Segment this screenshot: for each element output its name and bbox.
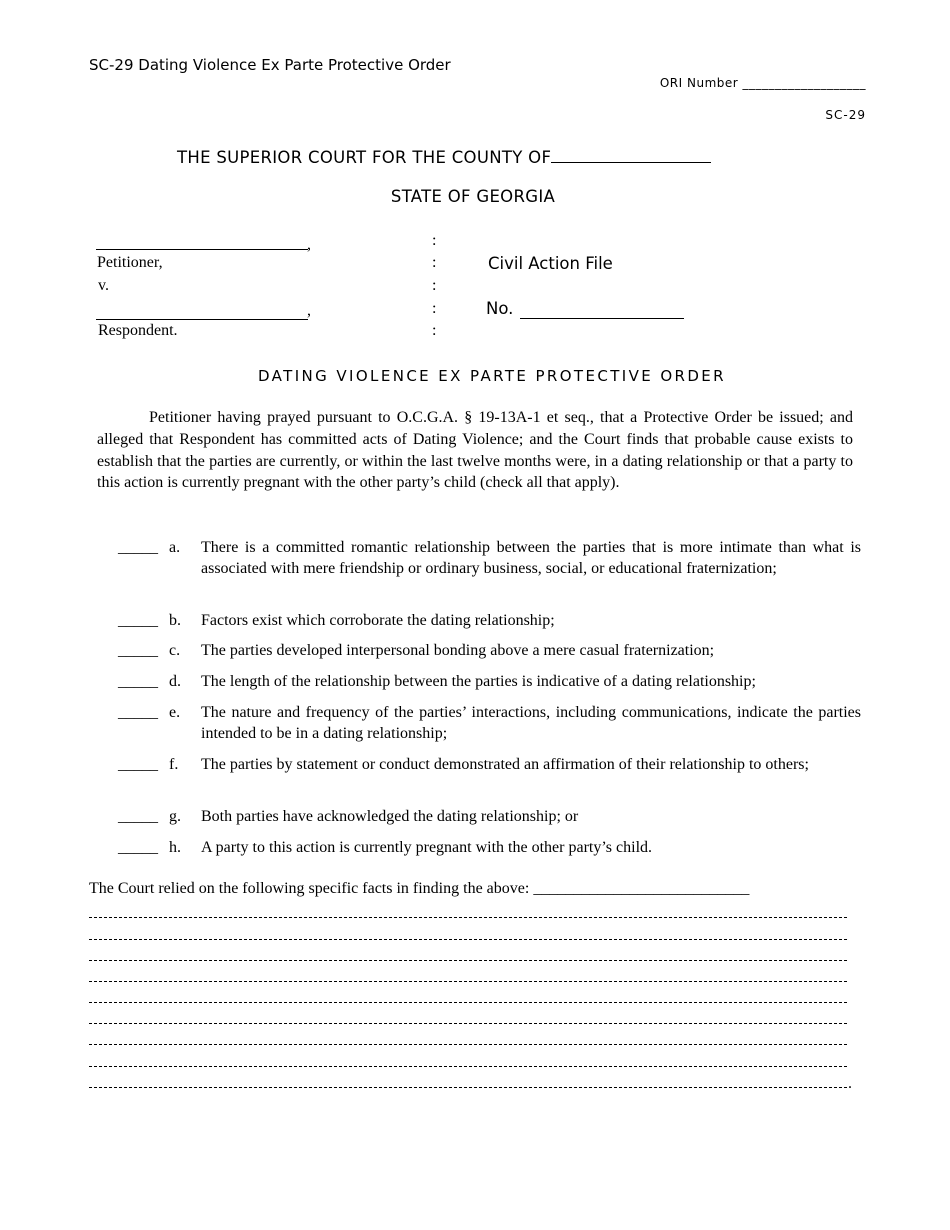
court-heading [177,146,711,167]
checklist-item-d [118,671,862,692]
item-text: The length of the relationship between the parties is indicative of a dating relationship; [201,673,756,690]
caption-colon: : [432,232,437,249]
form-code: SC-29 [825,108,866,122]
facts-line[interactable] [89,939,847,940]
checklist-item-a [118,537,862,600]
county-blank[interactable] [551,146,711,163]
check-blank[interactable]: _____ [118,673,158,690]
item-letter: c. [169,642,181,659]
item-letter: b. [169,612,181,629]
facts-line[interactable] [89,1087,847,1088]
checklist-item-e [118,702,862,744]
caption-colon: : [432,254,437,271]
respondent-name-blank[interactable] [96,302,308,320]
facts-line[interactable] [89,917,847,918]
facts-line[interactable] [89,1044,847,1045]
facts-end-period: . [848,1075,852,1092]
caption-colon: : [432,277,437,294]
order-title: DATING VIOLENCE EX PARTE PROTECTIVE ORDER [257,367,727,385]
item-letter: g. [169,808,181,825]
item-text: The nature and frequency of the parties’ interactions, including communications, indicate the parties intended to be in a dating relationship; [201,704,861,742]
court-heading-text: THE SUPERIOR COURT FOR THE COUNTY OF [177,148,552,167]
checklist-item-b [118,610,862,631]
facts-line[interactable] [89,1002,847,1003]
respondent-label: Respondent. [98,322,178,339]
versus-label: v. [98,277,109,294]
check-blank[interactable]: _____ [118,756,158,773]
petitioner-comma: , [307,236,311,253]
respondent-comma: , [307,302,311,319]
intro-paragraph: Petitioner having prayed pursuant to O.C.G.A. § 19-13A-1 et seq., that a Protective Order be issued; and alleged that Respondent has committed acts of Dating Violence; and the Court finds that probable cause exists to establish that the parties are currently, or within the last twelve months were, in a dating relationship or that a party to this action is currently pregnant with the other party’s child (check all that apply). [97,409,853,492]
item-text: The parties developed interpersonal bonding above a mere casual fraternization; [201,642,715,659]
petitioner-name-blank[interactable] [96,232,308,250]
checklist-item-c [118,640,862,661]
check-blank[interactable]: _____ [118,612,158,629]
facts-line[interactable] [89,960,847,961]
item-text: The parties by statement or conduct demonstrated an affirmation of their relationship to others; [201,756,809,773]
item-letter: d. [169,673,181,690]
facts-line[interactable] [89,1023,847,1024]
caption-colon: : [432,322,437,339]
state-heading: STATE OF GEORGIA [390,187,556,206]
caption-colon: : [432,300,437,317]
check-blank[interactable]: _____ [118,704,158,721]
item-text: Both parties have acknowledged the dating relationship; or [201,808,579,825]
item-letter: a. [169,539,181,556]
facts-line[interactable] [89,981,847,982]
item-text: There is a committed romantic relationship between the parties that is more intimate than what is associated with mere friendship or ordinary business, social, or educational fraternization; [201,539,861,577]
ori-number-field[interactable]: ORI Number ___________________ [659,76,866,90]
check-blank[interactable]: _____ [118,808,158,825]
file-number-blank[interactable] [520,300,684,319]
item-text: A party to this action is currently pregnant with the other party’s child. [201,839,653,856]
facts-lead-text: The Court relied on the following specific facts in finding the above: ___________________________ [89,880,750,897]
checklist-item-g [118,806,862,827]
item-letter: h. [169,839,181,856]
file-number-label: No. [486,299,514,318]
petitioner-label: Petitioner, [97,254,163,271]
document-title: SC-29 Dating Violence Ex Parte Protective Order [89,56,451,74]
facts-line[interactable] [89,1066,847,1067]
item-letter: e. [169,704,181,721]
check-blank[interactable]: _____ [118,642,158,659]
civil-action-label: Civil Action File [488,254,613,273]
check-blank[interactable]: _____ [118,539,158,556]
item-letter: f. [169,756,179,773]
item-text: Factors exist which corroborate the dating relationship; [201,612,555,629]
check-blank[interactable]: _____ [118,839,158,856]
checklist-item-f [118,754,862,796]
checklist-item-h [118,837,862,858]
